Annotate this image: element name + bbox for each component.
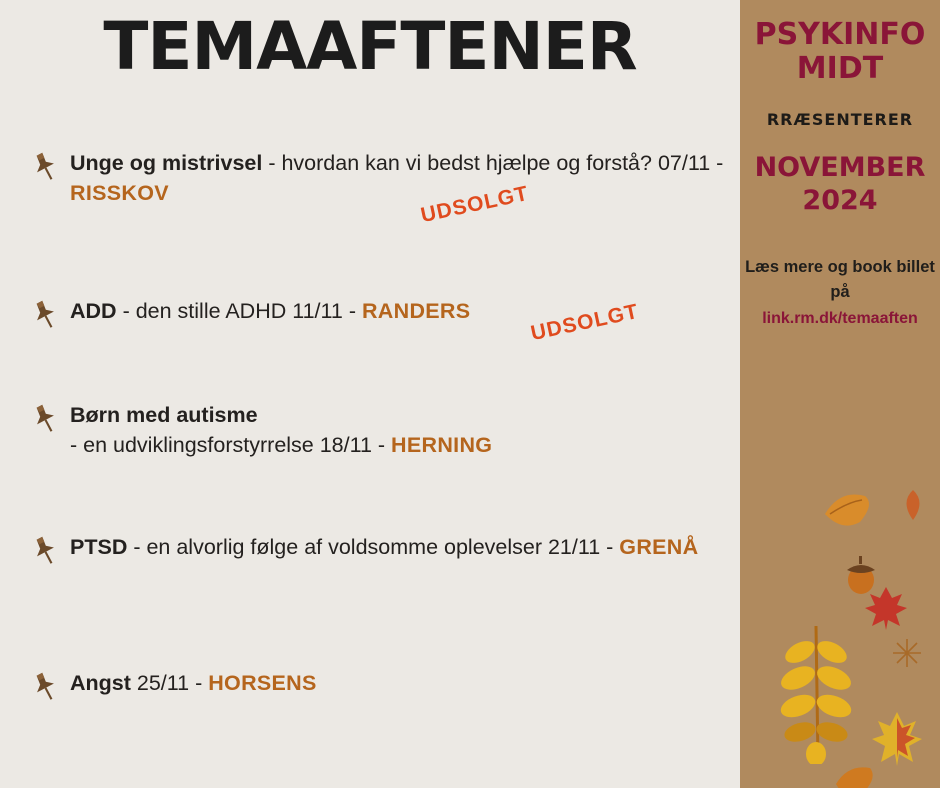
maple-leaf-icon	[870, 708, 924, 768]
leaf-icon	[832, 760, 878, 788]
month-label: NOVEMBER	[754, 152, 926, 183]
maple-leaf-icon	[862, 584, 910, 632]
event-city: HORSENS	[208, 671, 317, 695]
event-item	[28, 400, 728, 460]
booking-text: Læs mere og book billet på	[745, 258, 935, 301]
leaf-icon	[898, 488, 928, 522]
event-text	[70, 400, 728, 460]
compound-leaf-icon	[768, 624, 864, 764]
year-label: 2024	[802, 185, 878, 216]
event-text	[70, 148, 728, 228]
pushpin-icon	[28, 670, 62, 704]
event-detail: - hvordan kan vi bedst hjælpe og forstå? 07/11 -	[262, 151, 724, 175]
pushpin-icon	[28, 534, 62, 568]
presents-label: RRÆSENTERER	[766, 110, 914, 129]
event-item	[28, 148, 728, 228]
brand-line-1: PSYKINFO	[754, 17, 926, 52]
date-block	[740, 151, 940, 217]
brand-line-2: MIDT	[796, 51, 884, 86]
event-text	[70, 296, 728, 346]
event-item	[28, 296, 728, 346]
event-detail: - den stille ADHD 11/11 -	[116, 299, 362, 323]
event-detail: - en alvorlig følge af voldsomme oplevelser 21/11 -	[127, 535, 620, 559]
brand-name	[740, 18, 940, 86]
event-text	[70, 532, 728, 562]
event-city: RANDERS	[361, 299, 471, 323]
pushpin-icon	[28, 298, 62, 332]
event-city: HERNING	[391, 433, 493, 457]
star-seed-icon	[892, 638, 922, 668]
sold-out-badge: UDSOLGT	[418, 181, 531, 228]
event-city: GRENÅ	[619, 535, 699, 559]
booking-link[interactable]: link.rm.dk/temaaften	[762, 310, 918, 327]
event-detail: 25/11 -	[130, 671, 209, 695]
event-title: Børn med autisme	[70, 403, 258, 427]
page-title: TEMAAFTENER	[103, 8, 637, 85]
event-title: ADD	[70, 299, 117, 323]
event-city: RISSKOV	[70, 181, 169, 205]
sold-out-badge: UDSOLGT	[528, 299, 641, 346]
event-item	[28, 668, 728, 698]
event-title: Angst	[70, 671, 131, 695]
event-detail: - en udviklingsforstyrrelse 18/11 -	[70, 433, 392, 457]
event-text	[70, 668, 728, 698]
sidebar	[740, 0, 940, 788]
event-title: PTSD	[70, 535, 128, 559]
pushpin-icon	[28, 402, 62, 436]
pushpin-icon	[28, 150, 62, 184]
event-item	[28, 532, 728, 562]
leaf-icon	[820, 484, 880, 534]
event-title: Unge og mistrivsel	[70, 151, 263, 175]
